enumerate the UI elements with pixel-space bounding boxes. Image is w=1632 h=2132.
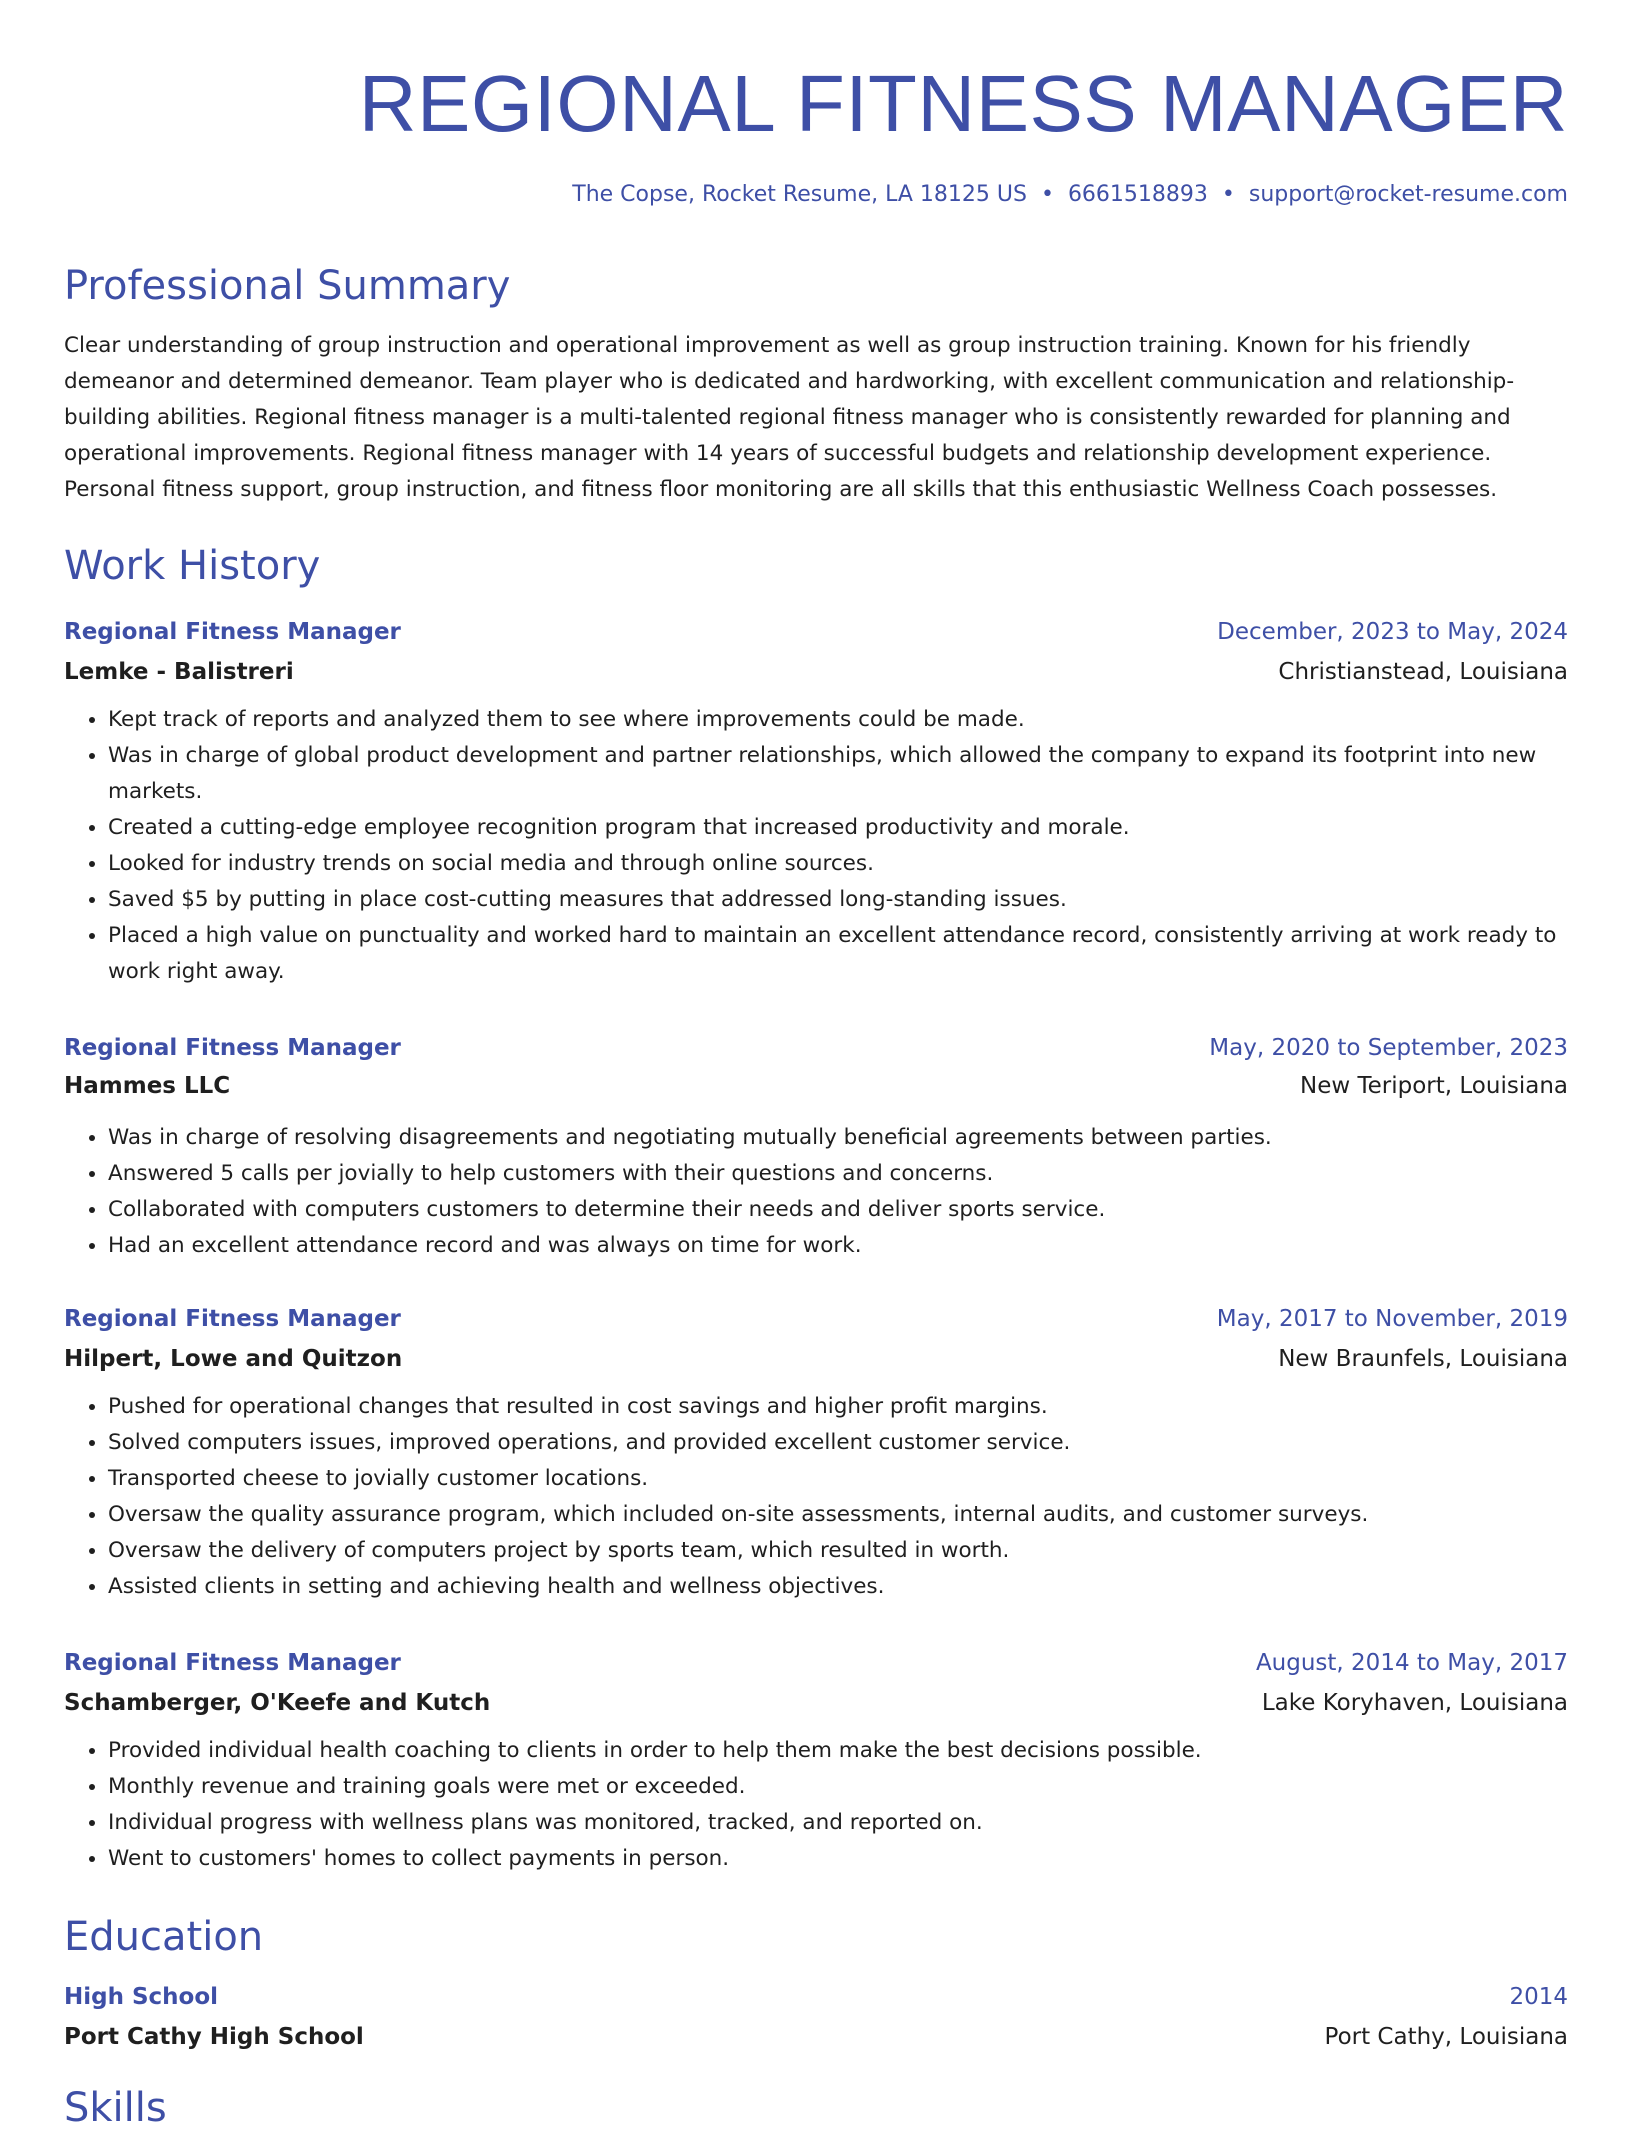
job-title: Regional Fitness Manager bbox=[64, 1306, 401, 1332]
education-degree: High School bbox=[64, 1984, 219, 2010]
job-title: Regional Fitness Manager bbox=[64, 619, 401, 645]
job-bullet: • Oversaw the quality assurance program, which included on-site assessments, internal audits, and customer surveys. bbox=[108, 1497, 1568, 1533]
job-bullets bbox=[64, 1733, 1568, 1877]
job-title: Regional Fitness Manager bbox=[64, 1035, 401, 1061]
job-entry bbox=[64, 1303, 1568, 1605]
job-bullet: • Provided individual health coaching to clients in order to help them make the best decisions possible. bbox=[108, 1733, 1568, 1769]
job-location: Christianstead, Louisiana bbox=[1278, 659, 1568, 685]
skills-section bbox=[64, 2084, 1568, 2132]
job-bullet: • Oversaw the delivery of computers project by sports team, which resulted in worth. bbox=[108, 1533, 1568, 1569]
job-dates: May, 2017 to November, 2019 bbox=[1216, 1306, 1568, 1332]
contact-separator: • bbox=[1221, 182, 1235, 207]
job-entry bbox=[64, 616, 1568, 990]
job-employer: Schamberger, O'Keefe and Kutch bbox=[64, 1690, 491, 1716]
job-bullet: • Solved computers issues, improved operations, and provided excellent customer service. bbox=[108, 1425, 1568, 1461]
job-bullets bbox=[64, 1389, 1568, 1605]
job-location: Lake Koryhaven, Louisiana bbox=[1261, 1690, 1568, 1716]
resume-header bbox=[64, 59, 1568, 210]
job-bullet: • Answered 5 calls per jovially to help customers with their questions and concerns. bbox=[108, 1156, 1568, 1192]
job-dates: August, 2014 to May, 2017 bbox=[1255, 1650, 1568, 1676]
job-bullet: • Assisted clients in setting and achieving health and wellness objectives. bbox=[108, 1569, 1568, 1605]
job-bullets bbox=[64, 702, 1568, 990]
job-bullet: • Collaborated with computers customers to determine their needs and deliver sports service. bbox=[108, 1192, 1568, 1228]
job-location: New Teriport, Louisiana bbox=[1300, 1073, 1568, 1099]
job-entry bbox=[64, 1647, 1568, 1877]
education-year: 2014 bbox=[1509, 1984, 1568, 2010]
contact-address: The Copse, Rocket Resume, LA 18125 US bbox=[572, 182, 1027, 207]
job-bullet: • Transported cheese to jovially customer locations. bbox=[108, 1461, 1568, 1497]
job-location: New Braunfels, Louisiana bbox=[1278, 1346, 1568, 1372]
education-section bbox=[64, 1913, 1568, 2053]
job-bullet: • Saved $5 by putting in place cost-cutting measures that addressed long-standing issues. bbox=[108, 882, 1568, 918]
summary-text: Clear understanding of group instruction and operational improvement as well as group instruction training. Known for his friendly demeanor and determined demeanor. Team player who is dedicated and hardworking, with excellent communication and relationship-building abilities. Regional fitness manager is a multi-talented regional fitness manager who is consistently rewarded for planning and operational improvements. Regional fitness manager with 14 years of successful budgets and relationship development experience. Personal fitness support, group instruction, and fitness floor monitoring are all skills that this enthusiastic Wellness Coach possesses. bbox=[64, 333, 1515, 502]
job-dates: December, 2023 to May, 2024 bbox=[1217, 619, 1568, 645]
job-bullet: • Placed a high value on punctuality and worked hard to maintain an excellent attendance record, consistently arriving at work ready to work right away. bbox=[108, 918, 1568, 990]
resume-page bbox=[64, 0, 1568, 2131]
summary-title: Professional Summary bbox=[64, 263, 511, 309]
contact-line bbox=[64, 180, 1568, 210]
contact-separator: • bbox=[1040, 182, 1054, 207]
work-history-title: Work History bbox=[64, 543, 321, 589]
job-bullets bbox=[64, 1120, 1568, 1264]
job-dates: May, 2020 to September, 2023 bbox=[1209, 1035, 1568, 1061]
contact-phone[interactable]: 6661518893 bbox=[1067, 182, 1208, 207]
job-bullet: • Pushed for operational changes that resulted in cost savings and higher profit margins. bbox=[108, 1389, 1568, 1425]
job-bullet: • Looked for industry trends on social media and through online sources. bbox=[108, 846, 1568, 882]
job-bullet: • Was in charge of global product development and partner relationships, which allowed the company to expand its footprint into new markets. bbox=[108, 738, 1568, 810]
job-employer: Hammes LLC bbox=[64, 1073, 231, 1099]
job-employer: Lemke - Balistreri bbox=[64, 659, 294, 685]
job-bullet: • Kept track of reports and analyzed them to see where improvements could be made. bbox=[108, 702, 1568, 738]
job-bullet: • Individual progress with wellness plans was monitored, tracked, and reported on. bbox=[108, 1805, 1568, 1841]
contact-email[interactable]: support@rocket-resume.com bbox=[1248, 182, 1568, 207]
education-title: Education bbox=[64, 1914, 264, 1960]
summary-section bbox=[64, 262, 1568, 508]
job-bullet: • Monthly revenue and training goals were met or exceeded. bbox=[108, 1769, 1568, 1805]
job-bullet: • Was in charge of resolving disagreements and negotiating mutually beneficial agreements between parties. bbox=[108, 1120, 1568, 1156]
education-location: Port Cathy, Louisiana bbox=[1324, 2024, 1568, 2050]
job-entry bbox=[64, 1032, 1568, 1264]
job-bullet: • Created a cutting-edge employee recognition program that increased productivity and morale. bbox=[108, 810, 1568, 846]
job-bullet: • Had an excellent attendance record and was always on time for work. bbox=[108, 1228, 1568, 1264]
job-employer: Hilpert, Lowe and Quitzon bbox=[64, 1346, 403, 1372]
education-school: Port Cathy High School bbox=[64, 2024, 364, 2050]
resume-name: REGIONAL FITNESS MANAGER bbox=[358, 59, 1568, 148]
job-bullet: • Went to customers' homes to collect payments in person. bbox=[108, 1841, 1568, 1877]
job-title: Regional Fitness Manager bbox=[64, 1650, 401, 1676]
skills-title: Skills bbox=[64, 2085, 167, 2131]
work-history-section bbox=[64, 542, 1568, 590]
